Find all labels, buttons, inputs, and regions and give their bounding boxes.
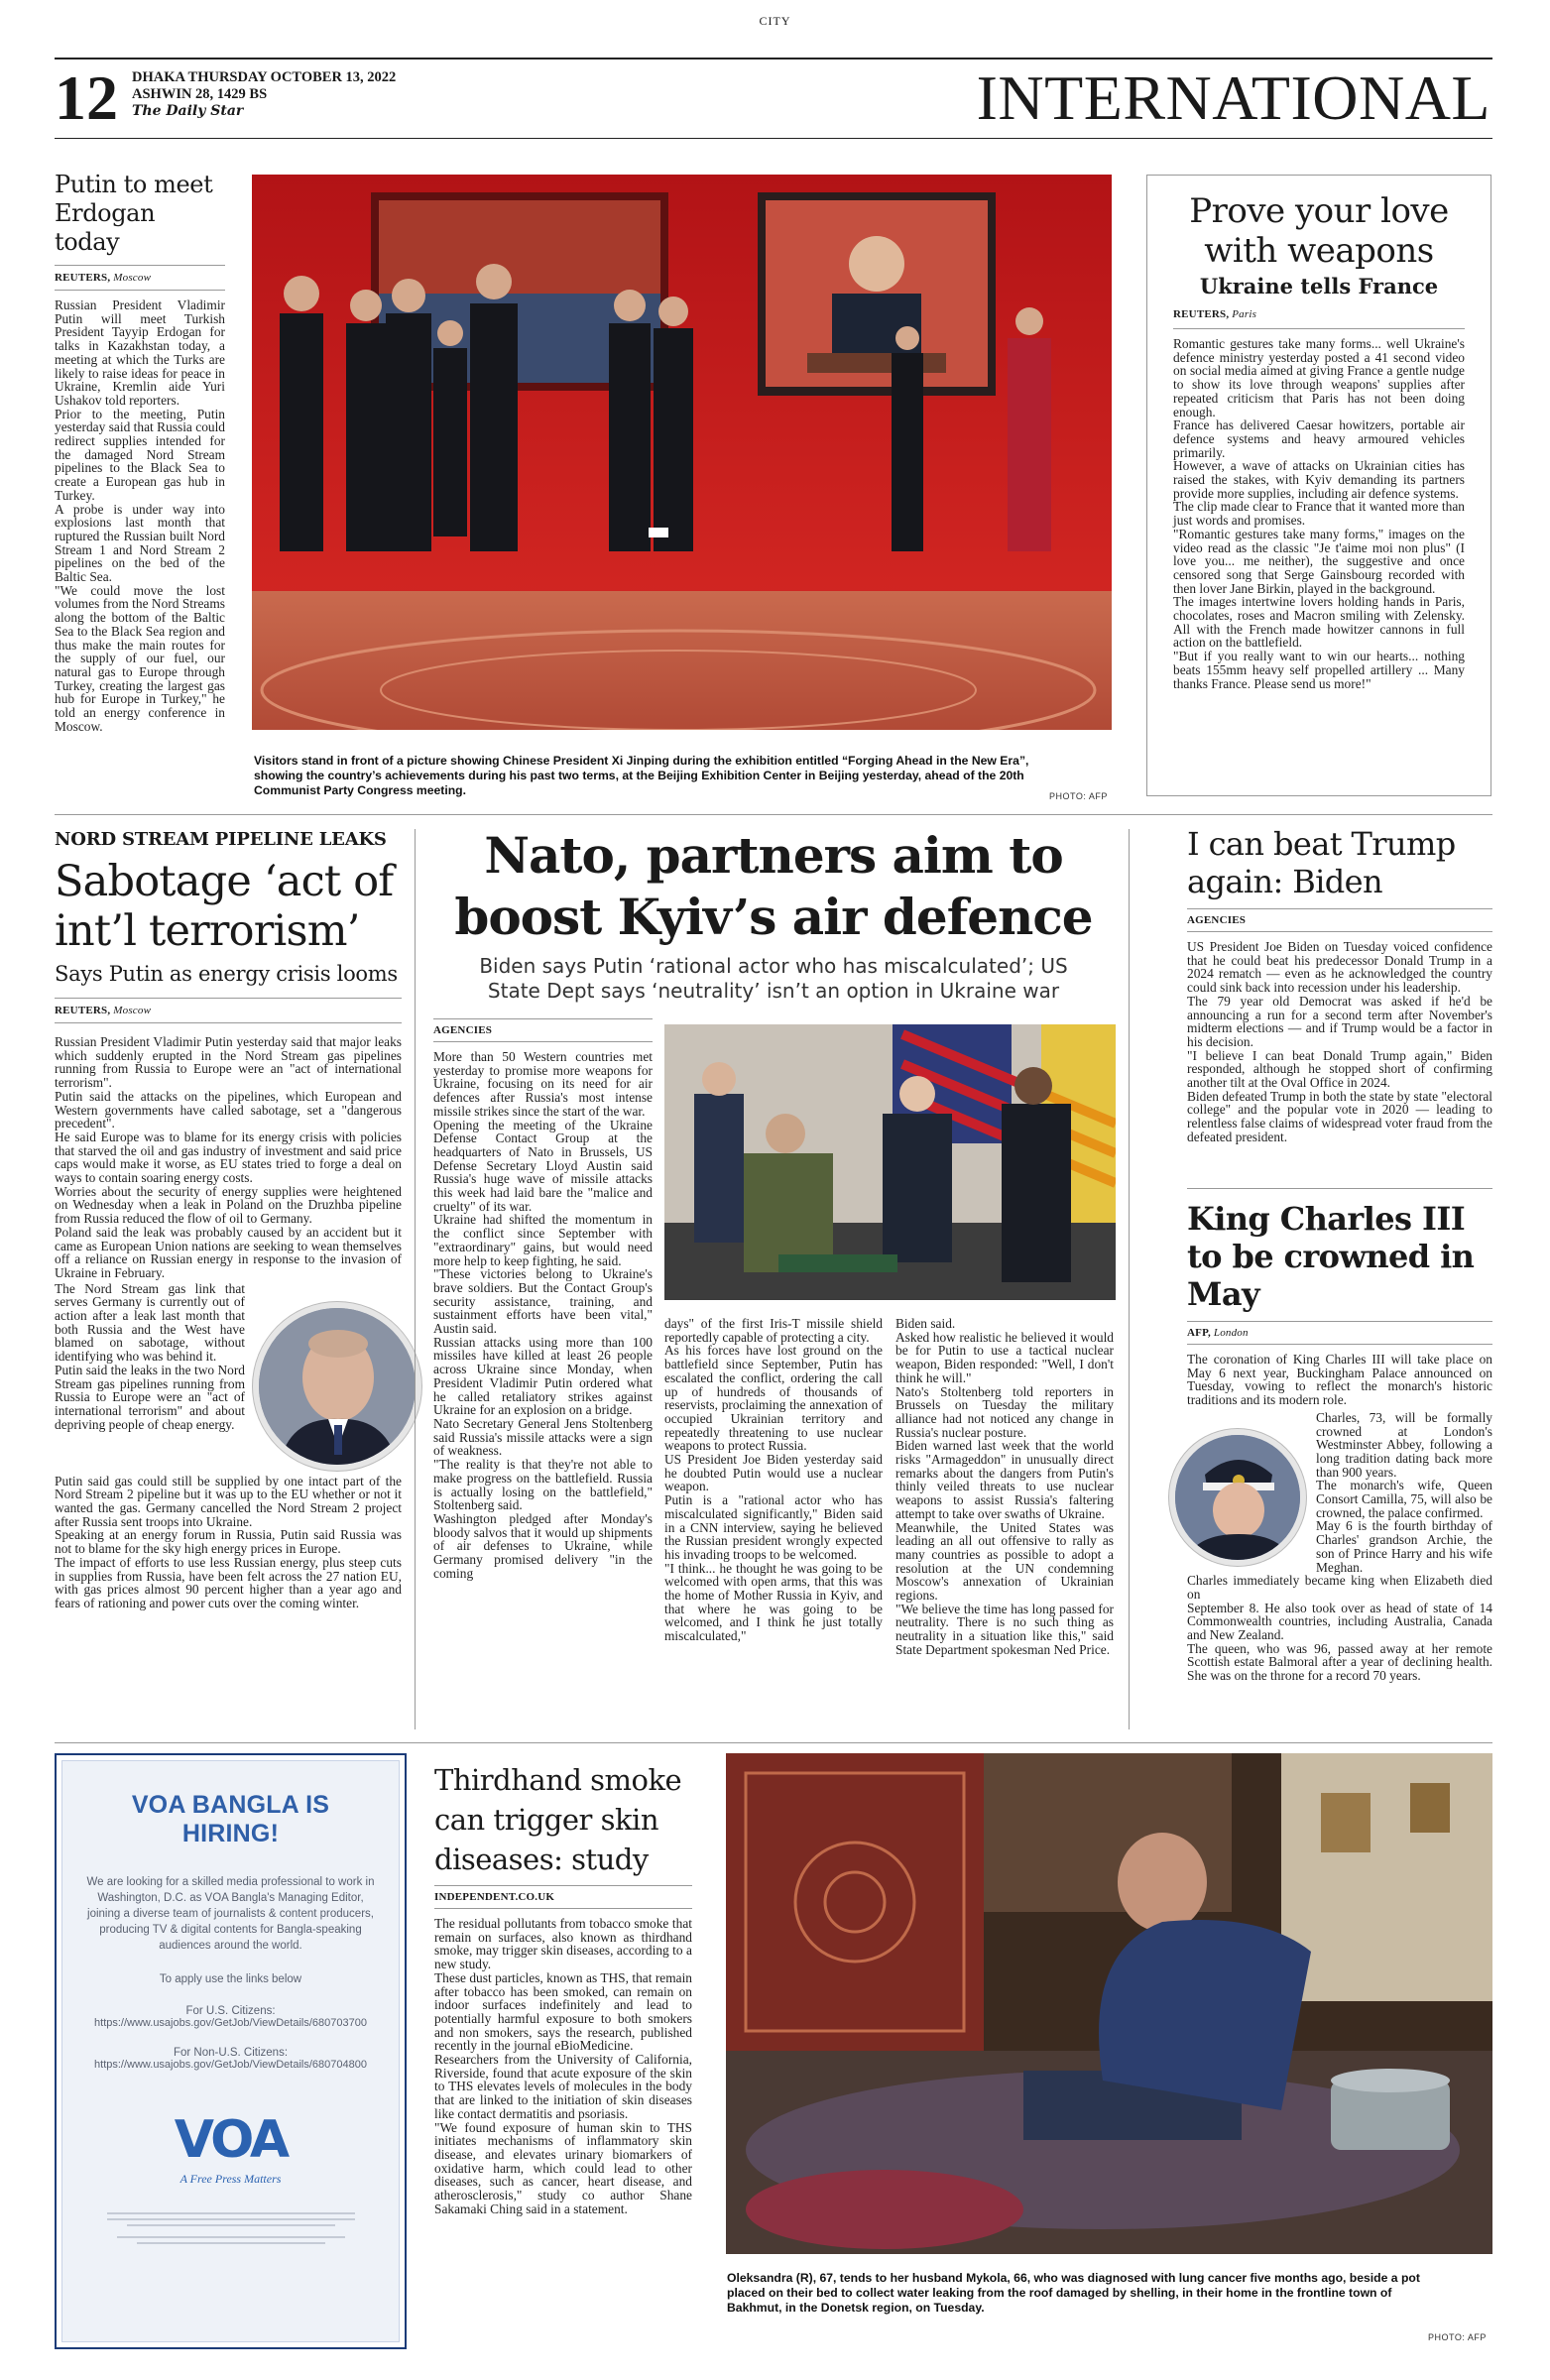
ad-tagline: A Free Press Matters xyxy=(179,2172,282,2186)
kicker: NORD STREAM PIPELINE LEAKS xyxy=(55,829,387,850)
article-body-wrap: Charles, 73, will be formally crowned at London's Westminster Abbey, following a long tradition dating back more than 900 years. The monarch's wife, Queen Consort Camilla, 75, will also be crowned, the palace confirmed. May 6 is the fourth birthday of Charles' grandson Archie, the son of Prince Harry and his wife Meghan. Charles immediately became king when Elizabeth died on xyxy=(1187,1409,1492,1602)
headline: Putin to meet Erdogan today xyxy=(55,171,213,256)
subhead: Says Putin as energy crisis looms xyxy=(55,962,398,986)
article-putin-erdogan xyxy=(55,171,225,734)
article-nato xyxy=(431,825,1116,1004)
headline: Prove your love with weapons xyxy=(1189,191,1449,271)
article-body-bottom: Putin said gas could still be supplied by one intact part of the Nord Stream 2 pipeline but it was up to the EU whether or not it wanted the gas. Germany cancelled the Nord Stream 2 project after Russia sent troops into Ukraine. Speaking at an energy forum in Russia, Putin said Russia was not to blame for the sky high energy prices in Europe. The impact of efforts to use less Russian energy, plus steep cuts in supplies from Russia, have been felt across the 27 nation EU, with gas prices almost 90 percent higher than a year ago and fears of rationing and power cuts over the coming winter. xyxy=(55,1473,402,1610)
subhead: Biden says Putin ‘rational actor who has miscalculated’; US State Dept says ‘neutrality’ isn’t an option in Ukraine war xyxy=(479,954,1068,1003)
byline: AGENCIES xyxy=(433,1024,493,1036)
putin-portrait xyxy=(253,1302,421,1471)
ad-apply: To apply use the links below xyxy=(159,1973,302,1985)
article-king-charles xyxy=(1187,1200,1492,1683)
headline: Sabotage ‘act of int’l terrorism’ xyxy=(55,857,394,956)
ad-us-link[interactable]: https://www.usajobs.gov/GetJob/ViewDetails/680703700 xyxy=(94,2017,367,2029)
nato-col3 xyxy=(895,1317,1114,1657)
caption-text: Visitors stand in front of a picture showing Chinese President Xi Jinping during the exhibition entitled “Forging Ahead in the New Era”, showing the country’s achievements during his past two terms, at the Beijing Exhibition Center in Beijing yesterday, ahead of the 20th Communist Party Congress meeting. xyxy=(254,754,1029,797)
byline-place: Moscow xyxy=(113,272,152,284)
ad-title: VOA BANGLA IS HIRING! xyxy=(131,1791,330,1847)
article-body-wrap: The Nord Stream gas link that serves Germany is currently out of action after a leak last month that both Russia and the West have blamed on sabotage, without identifying who was behind it. Putin said the leaks in the two Nord Stream gas pipelines running from Russia to Europe were an "act of international terrorism" and about depriving people of cheap energy. xyxy=(55,1280,245,1432)
section-top-label: CITY xyxy=(759,14,791,28)
dateline-bangla-date: ASHWIN 28, 1429 BS xyxy=(132,86,268,102)
article-body-col1: More than 50 Western countries met yesterday to promise more weapons for Ukraine, focusing on its need for air defences after Russia's most intense missile strikes since the start of the war. Opening the meeting of the Ukraine Defense Contact Group at the headquarters of Nato in Brussels, US Defense Secretary Lloyd Austin said Russia's huge wave of missile attacks this week had laid bare the "malice and cruelty" of its war. Ukraine had shifted the momentum in the conflict since September with "extraordinary" gains, but would need more help to keep fighting, he said. "These victories belong to Ukraine's brave soldiers. But the Contact Group's security assistance, training, and sustainment efforts have been vital," Austin said. Russian attacks using more than 100 missiles have killed at least 26 people across Ukraine since Monday, when President Vladimir Putin ordered what he called retaliatory strikes against Ukraine for an explosion on a bridge. Nato Secretary General Jens Stoltenberg said Russia's missile attacks were a sign of weakness. "The reality is that they're not able to make progress on the battlefield. Russia is actually losing on the battlefield," Stoltenberg said. Washington pledged after Monday's bloody salvos that it would up shipments of air defenses to Ukraine, while Germany promised delivery "in the coming xyxy=(433,1049,653,1581)
dateline xyxy=(132,69,396,120)
page-number: 12 xyxy=(55,62,118,133)
byline-agency: REUTERS, xyxy=(1173,308,1230,320)
article-body-col3: Biden said. Asked how realistic he believed it would be for Putin to use a tactical nuclear weapon, Biden responded: "Well, I don't think he will." Nato's Stoltenberg told reporters in Brussels on Tuesday the military alliance had not noticed any change in Russia's nuclear posture. Biden warned last week that the world risks "Armageddon" in unusually direct remarks about the dangers from Putin's thinly veiled threats to use nuclear weapons to assist Russia's faltering attempt to take over swaths of Ukraine. Meanwhile, the United States was leading an all out offensive to rally as many countries as possible to adopt a resolution at the UN condemning Moscow's annexation of Ukrainian regions. "We believe the time has long passed for neutrality. There is no such thing as neutrality in a situation like this," said State Department spokesman Ned Price. xyxy=(895,1316,1114,1657)
nato-byline-block xyxy=(433,1018,653,1580)
photo-nato-meeting xyxy=(664,1024,1116,1300)
photo-caption-bottom xyxy=(727,2271,1421,2316)
paper-logo: The Daily Star xyxy=(132,103,244,119)
article-body-top: Russian President Vladimir Putin yesterday said that major leaks which suddenly erupted in the Nord Stream gas pipelines running from Russia to Europe were an "act of international terrorism". Putin said the attacks on the pipelines, which European and Western governments have called sabotage, set a "dangerous precedent". He said Europe was to blame for its energy crisis with policies that starved the oil and gas industry of investment and said price caps would make it worse, as EU states tried to forge a deal on ways to contain soaring energy costs. Worries about the security of energy supplies were heightened on Wednesday when a leak in Poland on the Druzhba pipeline from Russia reduced the flow of oil to Germany. Poland said the leak was probably caused by an accident but it came as European Union nations are seeking to wean themselves off a reliance on Russian energy in response to the invasion of Ukraine in February. xyxy=(55,1034,402,1280)
byline-agency: REUTERS, xyxy=(55,1005,111,1016)
caption-text: Oleksandra (R), 67, tends to her husband Mykola, 66, who was diagnosed with lung cancer five months ago, beside a pot placed on their bed to collect water leaking from the roof damaged by shelling, in their home in the frontline town of Bakhmut, in the Donetsk region, on Tuesday. xyxy=(727,2271,1420,2315)
headline: Thirdhand smoke can trigger skin diseases: study xyxy=(434,1763,682,1876)
king-charles-portrait xyxy=(1169,1429,1306,1566)
dateline-date: DHAKA THURSDAY OCTOBER 13, 2022 xyxy=(132,69,397,85)
ad-us-label: For U.S. Citizens: xyxy=(185,2005,276,2017)
article-thirdhand-smoke xyxy=(434,1760,692,2215)
byline xyxy=(55,272,225,284)
headline: King Charles III to be crowned in May xyxy=(1187,1200,1475,1313)
photo-xi-exhibition xyxy=(252,175,1112,730)
ad-intro: We are looking for a skilled media professional to work in Washington, D.C. as VOA Bangla's Managing Editor, joining a diverse team of journalists & content producers, producing TV & digital contents for Bangla-speaking audiences around the world. xyxy=(86,1876,375,1952)
photo-bakhmut-home xyxy=(726,1753,1492,2254)
voa-bangla-ad[interactable] xyxy=(55,1753,407,2349)
article-biden-trump xyxy=(1187,825,1492,1144)
section-title: INTERNATIONAL xyxy=(976,62,1490,133)
voa-logo: VOA xyxy=(174,2110,288,2170)
byline xyxy=(1173,308,1465,320)
byline-place: Moscow xyxy=(113,1005,152,1016)
nato-col2 xyxy=(664,1317,883,1643)
headline: Nato, partners aim to boost Kyiv’s air defence xyxy=(454,826,1093,946)
byline: INDEPENDENT.CO.UK xyxy=(434,1891,555,1903)
article-nord-stream xyxy=(55,829,402,1610)
ad-fineprint xyxy=(107,2212,355,2244)
photo-caption xyxy=(254,754,1037,798)
byline-place: London xyxy=(1213,1327,1249,1339)
byline xyxy=(1187,1327,1492,1339)
article-prove-love-box xyxy=(1146,175,1491,796)
byline-agency: AFP, xyxy=(1187,1327,1211,1339)
headline: I can beat Trump again: Biden xyxy=(1187,825,1456,900)
byline: AGENCIES xyxy=(1187,914,1247,926)
ad-non-us-label: For Non-U.S. Citizens: xyxy=(173,2047,289,2059)
byline xyxy=(55,1005,402,1016)
photo-credit: PHOTO: AFP xyxy=(1049,791,1108,801)
article-body: US President Joe Biden on Tuesday voiced confidence that he could beat his predecessor Donald Trump in a 2024 rematch — even as he acknowledged the country could sink back into recession under his leadership. The 79 year old Democrat was asked if he'd be announcing a run for a second term after November's midterm elections — and if Trump would be a factor in his decision. "I believe I can beat Donald Trump again," Biden responded, although he stopped short of confirming another tilt at the Oval Office in 2024. Biden defeated Trump in both the state by state "electoral college" and the popular vote in 2020 — leading to relentless false claims of widespread voter fraud from the defeated president. xyxy=(1187,939,1492,1144)
byline-agency: REUTERS, xyxy=(55,272,111,284)
byline-place: Paris xyxy=(1232,308,1257,320)
article-body-col2: days" of the first Iris-T missile shield reportedly capable of protecting a city. As his forces have lost ground on the battlefield since September, Putin has escalated the conflict, ordering the call up of hundreds of thousands of reservists, proclaiming the annexation of occupied Ukrainian territory and repeatedly threatening to use nuclear weapons to protect Russia. US President Joe Biden yesterday said he doubted Putin would use a nuclear weapon. Putin is a "rational actor who has miscalculated significantly," Biden said in a CNN interview, saying he believed the Russian president wrongly expected his invading troops to be welcomed. "I think... he thought he was going to be welcomed with open arms, that this was the home of Mother Russia in Kyiv, and that where he was going to be welcomed, and I think he just totally miscalculated," xyxy=(664,1316,883,1644)
ad-inner xyxy=(61,1760,400,2342)
article-body: Romantic gestures take many forms... well Ukraine's defence ministry yesterday posted a 41 second video on social media aimed at giving France a gentle nudge to show its love through weapons' supplies after repeated criticism that Paris has not been doing enough. France has delivered Caesar howitzers, portable air defence systems and heavy armoured vehicles primarily. However, a wave of attacks on Ukrainian cities has raised the stakes, with Kyiv demanding its partners provide more supplies, including air defence systems. The clip made clear to France that it wanted more than just words and promises. "Romantic gestures take many forms," images on the video read as the classic "Je t'aime moi non plus" (I love you... me neither), the suggestive and once censored song that Serge Gainsbourg recorded with then lover Jane Birkin, played in the background. The images intertwine lovers holding hands in Paris, chocolates, roses and Macron smiling with Zelensky. All with the French made howitzer cannons in full action on the battlefield. "But if you really want to win our hearts... nothing beats 155mm heavy self propelled artillery ... Many thanks France. Please send us more!" xyxy=(1173,336,1465,691)
article-body-bottom: September 8. He also took over as head of state of 14 Commonwealth countries, including Australia, Canada and New Zealand. The queen, who was 96, passed away at her remote Scottish estate Balmoral after a year of declining health. She was on the throne for a record 70 years. xyxy=(1187,1600,1492,1684)
photo-credit-bottom: PHOTO: AFP xyxy=(1428,2332,1487,2342)
article-body-top: The coronation of King Charles III will take place on May 6 next year, Buckingham Palace announced on Tuesday, vowing to reflect the monarch's historic traditions and its modern role. xyxy=(1187,1352,1492,1408)
subhead: Ukraine tells France xyxy=(1199,274,1439,298)
article-body: The residual pollutants from tobacco smoke that remain on surfaces, also known as thirdhand smoke, may trigger skin diseases, according to a new study. These dust particles, known as THS, that remain after tobacco has been smoked, can remain on indoor surfaces indefinitely and lead to potentially harmful exposure to both smokers and non smokers, says the research, published recently in the journal eBioMedicine. Researchers from the University of California, Riverside, found that acute exposure of the skin to THS elevates levels of molecules in the body that are linked to the initiation of skin diseases like contact dermatitis and psoriasis. "We found exposure of human skin to THS initiates mechanisms of inflammatory skin disease, and elevates urinary biomarkers of oxidative harm, which could lead to other diseases, such as cancer, heart disease, and atherosclerosis," study co author Shane Sakamaki Ching said in a statement. xyxy=(434,1916,692,2216)
ad-non-us-link[interactable]: https://www.usajobs.gov/GetJob/ViewDetails/680704800 xyxy=(94,2059,367,2071)
article-body: Russian President Vladimir Putin will meet Turkish President Tayyip Erdogan for talks in Kazakhstan today, a meeting at which the Turks are likely to raise ideas for peace in Ukraine, Kremlin aide Yuri Ushakov told reporters. Prior to the meeting, Putin yesterday said that Russia could redirect supplies intended for the damaged Nord Stream pipelines to the Black Sea to create a European gas hub in Turkey. A probe is under way into explosions last month that ruptured the Russian built Nord Stream 1 and Nord Stream 2 pipelines on the bed of the Baltic Sea. "We could move the lost volumes from the Nord Streams along the bottom of the Baltic Sea to the Black Sea region and thus make the main routes for the supply of our fuel, our natural gas to Europe through Turkey, creating the largest gas hub for Europe in Turkey," he told an energy conference in Moscow. xyxy=(55,298,225,734)
